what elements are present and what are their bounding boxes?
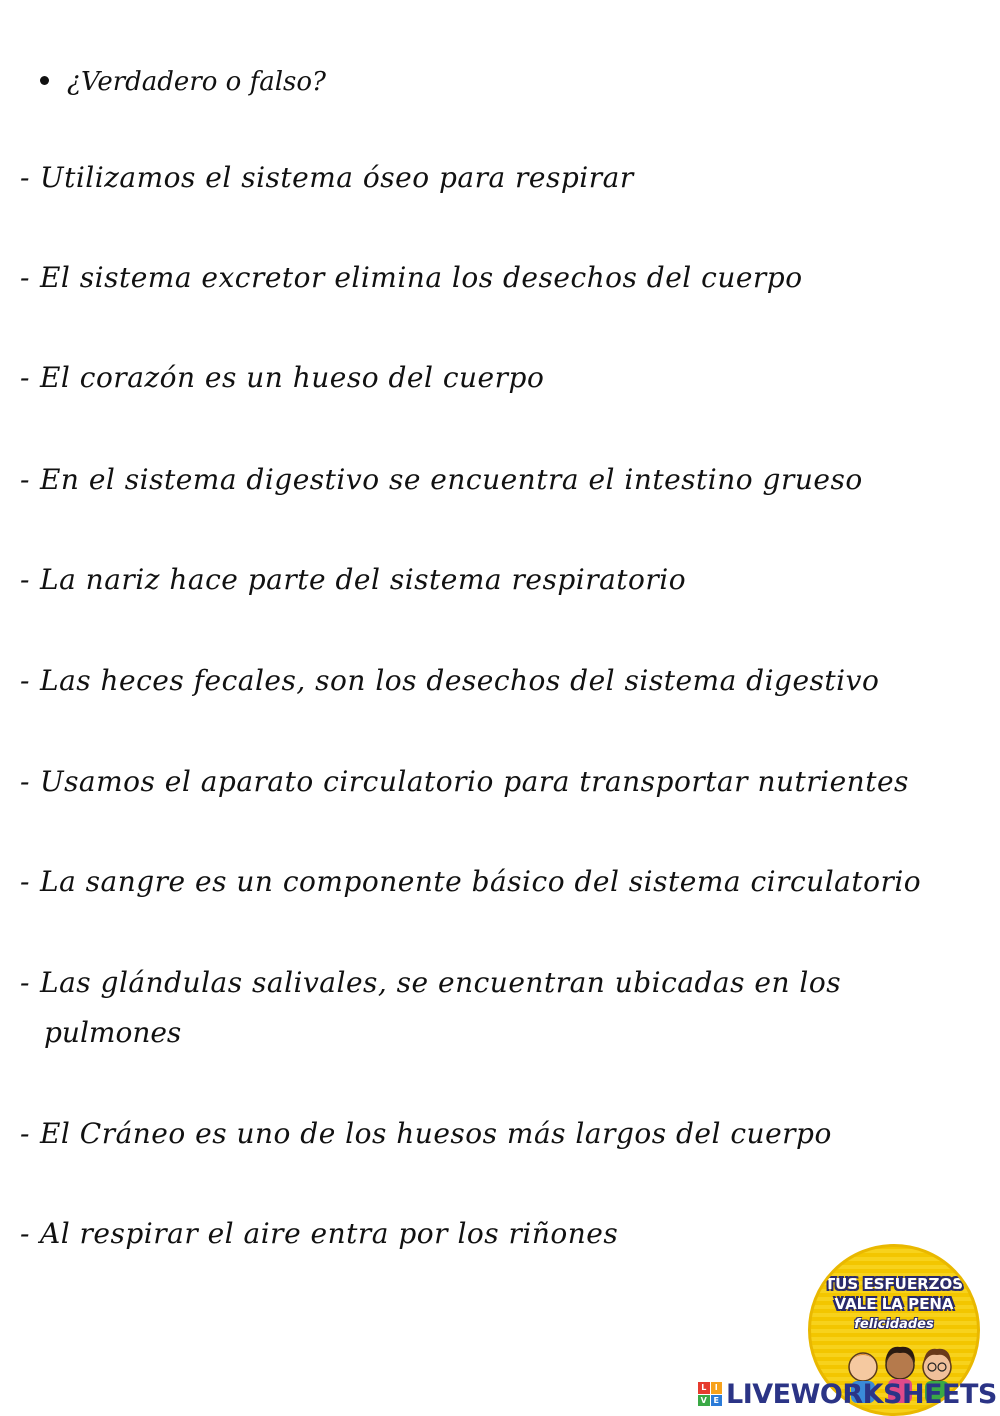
- statement-7: - Usamos el aparato circulatorio para transportar nutrientes: [20, 765, 909, 798]
- liveworksheets-wordmark: LIVEWORKSHEETS: [726, 1378, 997, 1410]
- statement-10: - El Cráneo es uno de los huesos más largos del cuerpo: [20, 1117, 832, 1150]
- statement-6: - Las heces fecales, son los desechos del sistema digestivo: [20, 664, 880, 697]
- statement-9-continuation: pulmones: [44, 1016, 182, 1049]
- badge-line-1: TUS ESFUERZOS: [824, 1275, 964, 1293]
- heading-text: ¿Verdadero o falso?: [67, 67, 326, 97]
- badge-line-3: felicidades: [854, 1317, 934, 1332]
- liveworksheets-brand: [698, 1378, 997, 1410]
- statement-2: - El sistema excretor elimina los desechos del cuerpo: [20, 261, 803, 294]
- statement-11: - Al respirar el aire entra por los riñones: [20, 1217, 619, 1250]
- statement-4: - En el sistema digestivo se encuentra el intestino grueso: [20, 463, 863, 496]
- badge-line-2: VALE LA PENA: [834, 1295, 954, 1313]
- bullet-icon: [40, 76, 49, 85]
- statement-3: - El corazón es un hueso del cuerpo: [20, 361, 545, 394]
- statement-9: - Las glándulas salivales, se encuentran ubicadas en los: [20, 966, 842, 999]
- statement-5: - La nariz hace parte del sistema respiratorio: [20, 563, 687, 596]
- statement-1: - Utilizamos el sistema óseo para respirar: [20, 161, 634, 194]
- statement-8: - La sangre es un componente básico del sistema circulatorio: [20, 865, 922, 898]
- worksheet-heading: [40, 62, 326, 102]
- liveworksheets-logo-icon: L I V E: [698, 1382, 722, 1406]
